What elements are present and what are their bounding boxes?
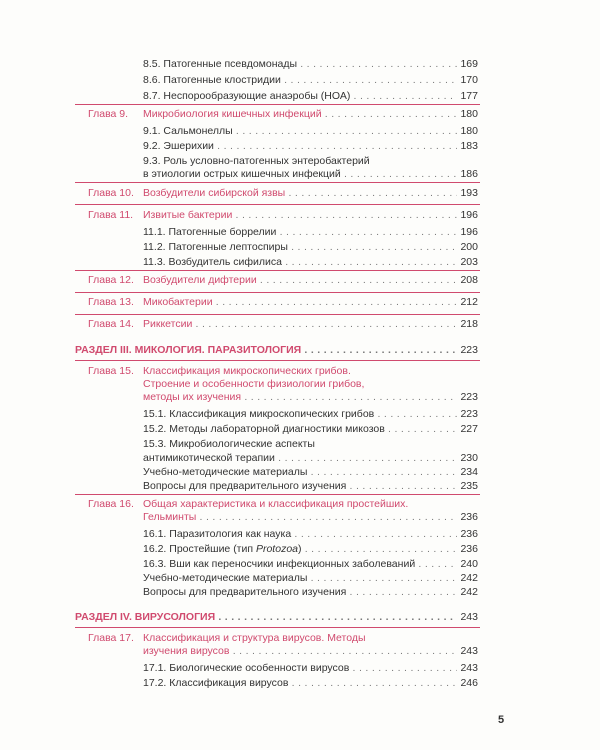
- toc-page-number: 196: [457, 226, 478, 239]
- toc-entry-title: Вопросы для предварительного изучения . . .: [143, 586, 478, 599]
- toc-page-number: 212: [457, 296, 478, 309]
- divider: [75, 292, 480, 293]
- chapter-label: Глава 17.: [88, 632, 134, 644]
- chapter-title: Возбудители дифтерии . . .: [143, 274, 478, 287]
- chapter-title: Возбудители сибирской язвы . . .: [143, 187, 478, 200]
- chapter-label: Глава 15.: [88, 365, 134, 377]
- divider: [75, 204, 480, 205]
- chapter-label: Глава 10.: [88, 187, 134, 199]
- toc-page-number: 169: [457, 58, 478, 71]
- toc-entry-title-line: 9.3. Роль условно-патогенных энтеробактерий: [143, 155, 370, 167]
- chapter-title: Извитые бактерии . . .: [143, 209, 478, 222]
- toc-entry-title: 17.2. Классификация вирусов . . .: [143, 677, 478, 690]
- chapter-title-line: Классификация микроскопических грибов.: [143, 365, 351, 377]
- divider: [75, 314, 480, 315]
- toc-entry-title: 15.1. Классификация микроскопических грибов . . .: [143, 408, 478, 421]
- toc-page-number: 193: [457, 187, 478, 200]
- divider: [75, 627, 480, 628]
- chapter-title-line: Общая характеристика и классификация простейших.: [143, 498, 409, 510]
- toc-page-number: 180: [457, 108, 478, 121]
- chapter-label: Глава 16.: [88, 498, 134, 510]
- toc-entry-title: Учебно-методические материалы . . .: [143, 466, 478, 479]
- toc-entry-title-line: в этиологии острых кишечных инфекций . . .: [143, 168, 478, 181]
- toc-page-number: 236: [457, 528, 478, 541]
- toc-entry-title: 16.3. Вши как переносчики инфекционных заболеваний . . .: [143, 558, 478, 571]
- toc-page-number: 177: [457, 90, 478, 103]
- toc-page-number: 186: [457, 168, 478, 181]
- chapter-title-line: изучения вирусов . . .: [143, 645, 478, 658]
- divider: [75, 104, 480, 105]
- toc-page-number: 236: [457, 543, 478, 556]
- toc-page-number: 218: [457, 318, 478, 331]
- divider: [75, 494, 480, 495]
- toc-page-number: 183: [457, 140, 478, 153]
- toc-page-number: 170: [457, 74, 478, 87]
- toc-page-number: 242: [457, 586, 478, 599]
- toc-entry-title: 8.7. Неспорообразующие анаэробы (НОА) . . .: [143, 90, 478, 103]
- toc-page-number: 203: [457, 256, 478, 269]
- toc-page-number: 196: [457, 209, 478, 222]
- toc-page-number: 243: [457, 645, 478, 658]
- toc-page-number: 208: [457, 274, 478, 287]
- toc-page-number: 223: [457, 391, 478, 404]
- toc-entry-title: 9.1. Сальмонеллы . . .: [143, 125, 478, 138]
- toc-page-number: 236: [457, 511, 478, 524]
- divider: [75, 270, 480, 271]
- chapter-label: Глава 12.: [88, 274, 134, 286]
- chapter-title-line: Классификация и структура вирусов. Методы: [143, 632, 366, 644]
- toc-page-number: 243: [457, 611, 478, 624]
- toc-page-number: 180: [457, 125, 478, 138]
- toc-entry-title: 16.2. Простейшие (тип Protozoa) . . .: [143, 543, 478, 556]
- toc-entry-title-line: 15.3. Микробиологические аспекты: [143, 438, 315, 450]
- toc-page-number: 227: [457, 423, 478, 436]
- toc-entry-title: 11.3. Возбудитель сифилиса . . .: [143, 256, 478, 269]
- toc-page-number: 223: [457, 408, 478, 421]
- toc-entry-title: 11.2. Патогенные лептоспиры . . .: [143, 241, 478, 254]
- chapter-label: Глава 14.: [88, 318, 134, 330]
- toc-page-number: 243: [457, 662, 478, 675]
- toc-page-number: 240: [457, 558, 478, 571]
- chapter-label: Глава 13.: [88, 296, 134, 308]
- toc-entry-title: 11.1. Патогенные боррелии . . .: [143, 226, 478, 239]
- toc-page-number: 246: [457, 677, 478, 690]
- divider: [75, 182, 480, 183]
- toc-page-number: 200: [457, 241, 478, 254]
- toc-entry-title: Вопросы для предварительного изучения . . .: [143, 480, 478, 493]
- page-number: 5: [498, 714, 505, 726]
- toc-entry-title: 8.5. Патогенные псевдомонады . . .: [143, 58, 478, 71]
- toc-page-number: 223: [457, 344, 478, 357]
- toc-entry-title: 17.1. Биологические особенности вирусов . . .: [143, 662, 478, 675]
- part-title: РАЗДЕЛ IV. ВИРУСОЛОГИЯ . . .: [75, 611, 478, 624]
- divider: [75, 360, 480, 361]
- toc-page-number: 235: [457, 480, 478, 493]
- toc-entry-title: 15.2. Методы лабораторной диагностики микозов . . .: [143, 423, 478, 436]
- toc-entry-title: 9.2. Эшерихии . . .: [143, 140, 478, 153]
- toc-entry-title: Учебно-методические материалы . . .: [143, 572, 478, 585]
- chapter-label: Глава 9.: [88, 108, 129, 120]
- part-title: РАЗДЕЛ III. МИКОЛОГИЯ. ПАРАЗИТОЛОГИЯ . . .: [75, 344, 478, 357]
- chapter-title-line: методы их изучения . . .: [143, 391, 478, 404]
- chapter-title-line: Строение и особенности физиологии грибов,: [143, 378, 365, 390]
- chapter-title: Микробиология кишечных инфекций . . .: [143, 108, 478, 121]
- toc-entry-title-line: антимикотической терапии . . .: [143, 452, 478, 465]
- chapter-title-line: Гельминты . . .: [143, 511, 478, 524]
- toc-entry-title: 16.1. Паразитология как наука . . .: [143, 528, 478, 541]
- toc-page-number: 230: [457, 452, 478, 465]
- toc-entry-title: 8.6. Патогенные клостридии . . .: [143, 74, 478, 87]
- toc-page-number: 234: [457, 466, 478, 479]
- toc-page-number: 242: [457, 572, 478, 585]
- chapter-label: Глава 11.: [88, 209, 134, 221]
- chapter-title: Риккетсии . . .: [143, 318, 478, 331]
- chapter-title: Микобактерии . . .: [143, 296, 478, 309]
